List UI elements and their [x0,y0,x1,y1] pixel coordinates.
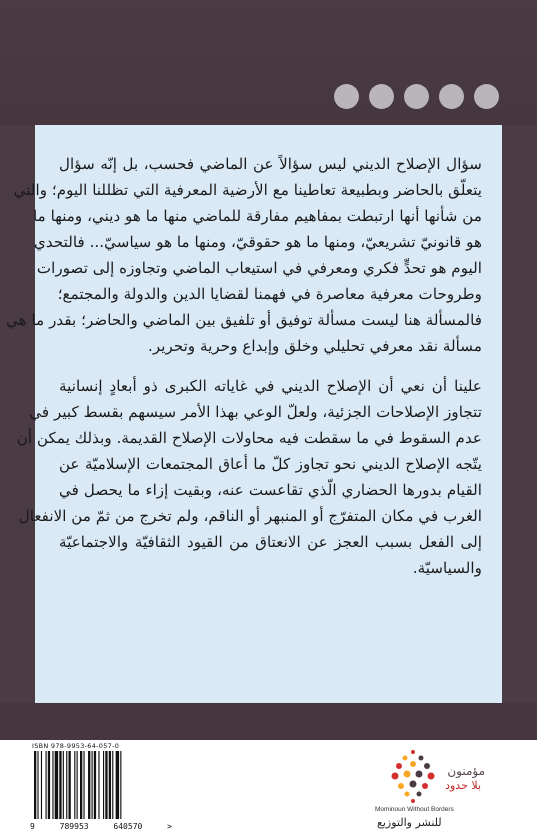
text-line: يتعلّق بالحاضر وبطبيعة تعاطينا مع الأرضية المعرفية التي تظللنا اليوم؛ والتي [13,181,482,199]
text-line: هو قانونيّ تشريعيّ، ومنها ما هو حقوقيّ، ومنها ما هو سياسيّ... فالتحدي [34,233,482,251]
text-line: مسألة نقد معرفي تحليلي وخلق وإبداع وحرية وتحرير. [148,337,482,355]
barcode-digit-group: > [167,822,172,831]
publisher-logo [375,746,495,834]
publisher-name-line2: بلا حدود [445,779,481,792]
text-line: يتّجه الإصلاح الديني نحو تجاوز كلّ ما أعاق المجتمعات الإسلاميّة عن [59,455,482,473]
isbn-barcode [30,742,172,832]
publisher-name-english: Mominoun Without Borders [375,806,454,813]
text-line: والسياسيّة. [412,559,482,577]
dot-icon [439,84,464,109]
dot-cluster-icon [383,746,443,806]
barcode-digit-group: 789953 [59,822,89,831]
text-line: تتجاوز الإصلاحات الجزئية، ولعلّ الوعي بهذا الأمر سيسهم بقسط كبير في [29,403,482,421]
text-line: اليوم هو تحدٍّ فكري ومعرفي في استيعاب الماضي وتجاوزه إلى تصورات [36,259,482,277]
isbn-label: ISBN 978-9953-64-057-0 [32,742,120,750]
text-line: عدم السقوط في ما سقطت فيه محاولات الإصلاح القديمة. وبذلك يمكن أن [16,429,482,447]
barcode-digits [30,822,172,831]
blurb-panel [5,125,502,703]
dot-icon [334,84,359,109]
text-line: وطروحات معرفية معاصرة في فهمنا لقضايا الدين والدولة والمجتمع؛ [57,285,482,303]
decorative-dots [334,84,499,109]
text-line: الغرب في مكان المتفرّج أو المنبهر أو الناقم، ولم تخرج من ثمّ من الانفعال [18,507,482,525]
text-line: فالمسألة هنا ليست مسألة توفيق أو تلفيق بين الماضي والحاضر؛ بقدر ما هي [5,311,482,329]
top-band [0,0,537,125]
dot-icon [474,84,499,109]
text-line: سؤال الإصلاح الديني ليس سؤالاً عن الماضي فحسب، بل إنّه سؤال [59,155,482,173]
text-line: من شأنها أنها ارتبطت بمفاهيم مفارقة للماضي منها ما هو ديني، ومنها ما [32,207,482,225]
bottom-band [0,703,537,740]
publisher-tagline: للنشر والتوزيع [377,816,442,829]
text-line: إلى الفعل بسبب العجز عن الانعتاق من القيود الثقافيّة والاجتماعيّة [59,533,482,551]
barcode-digit-group: 640570 [113,822,143,831]
dot-icon [404,84,429,109]
barcode-icon [30,751,172,821]
blurb-paragraph-2 [16,373,482,581]
dot-icon [369,84,394,109]
blurb-paragraph-1 [5,151,482,359]
publisher-name-line1: مؤمنون [447,764,485,778]
text-line: علينا أن نعي أن الإصلاح الديني في غاياته الكبرى ذو أبعادٍ إنسانية [59,377,482,395]
barcode-digit-group: 9 [30,822,35,831]
text-line: القيام بدورها الحضاري الّذي تقاعست عنه، وبقيت إزاء ما يحصل في [59,481,482,499]
